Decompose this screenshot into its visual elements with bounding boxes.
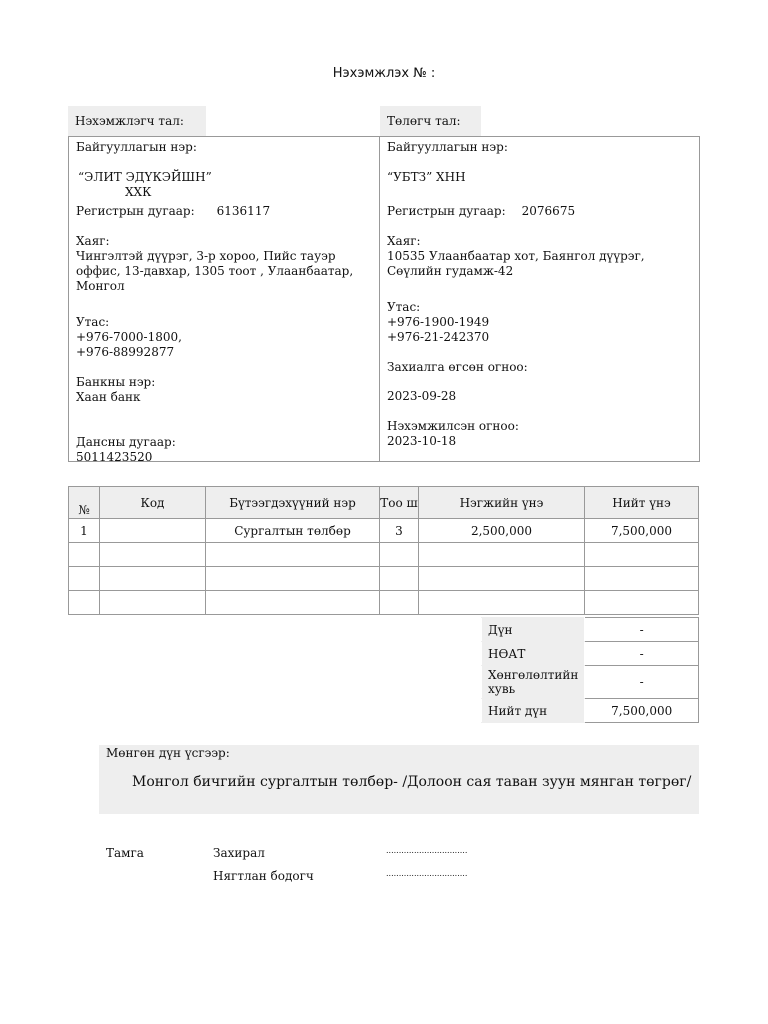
table-row (69, 543, 699, 567)
cell (69, 567, 100, 591)
buyer-reg-value: 2076675 (521, 204, 576, 218)
buyer-phone-1: +976-1900-1949 (387, 315, 490, 329)
seller-account-value: 5011423520 (76, 450, 153, 464)
cell (380, 591, 419, 615)
cell (380, 567, 419, 591)
buyer-address-value: 10535 Улаанбаатар хот, Баянгол дүүрэг, Сөүлийн гудамж-42 (387, 249, 645, 278)
amount-words-value: Монгол бичгийн сургалтын төлбөр- /Долоон сая таван зуун мянган төгрөг/ (132, 774, 692, 790)
seller-reg-label: Регистрын дугаар: (76, 204, 195, 218)
cell (419, 543, 585, 567)
buyer-address-label: Хаяг: (387, 234, 421, 248)
buyer-order-date-value: 2023-09-28 (387, 389, 457, 403)
summary-total-label: Нийт дүн (482, 699, 585, 723)
summary-row (482, 642, 699, 666)
items-table (68, 486, 699, 615)
seller-account-label: Дансны дугаар: (76, 435, 176, 449)
cell: 3 (380, 519, 419, 543)
buyer-invoice-date-label: Нэхэмжилсэн огноо: (387, 419, 519, 433)
seller-org-label: Байгууллагын нэр: (76, 140, 197, 154)
seller-details (69, 136, 379, 464)
cell (69, 591, 100, 615)
summary-row (482, 699, 699, 723)
table-row (69, 591, 699, 615)
cell: 1 (69, 519, 100, 543)
summary-subtotal-label: Дүн (482, 618, 585, 642)
cell (100, 519, 206, 543)
seller-org-type: ХХК (125, 185, 152, 199)
summary-vat-value: - (585, 642, 699, 666)
buyer-header: Төлөгч тал: (380, 106, 481, 136)
buyer-invoice-date-value: 2023-10-18 (387, 434, 457, 448)
col-number: № (69, 487, 100, 519)
col-product: Бүтээгдэхүүний нэр (206, 487, 380, 519)
seller-address-value: Чингэлтэй дүүрэг, 3-р хороо, Пийс тауэр оффис, 13-давхар, 1305 тоот , Улаанбаатар, Монгол (76, 249, 354, 293)
buyer-order-date-label: Захиалга өгсөн огноо: (387, 360, 528, 374)
summary-table (481, 617, 699, 723)
director-label: Захирал (213, 846, 265, 860)
buyer-details (380, 136, 698, 460)
buyer-phone-2: +976-21-242370 (387, 330, 490, 344)
cell: 7,500,000 (585, 519, 699, 543)
table-row (69, 519, 699, 543)
seller-phone-2: +976-88992877 (76, 345, 175, 359)
seller-org-name: “ЭЛИТ ЭДҮКЭЙШН” (78, 170, 212, 184)
cell (585, 591, 699, 615)
summary-discount-label: Хөнгөлөлтийн хувь (482, 666, 585, 699)
seller-address-label: Хаяг: (76, 234, 110, 248)
summary-row (482, 666, 699, 699)
cell (380, 543, 419, 567)
col-qty: Тоо ш (380, 487, 419, 519)
summary-discount-value: - (585, 666, 699, 699)
table-row (69, 567, 699, 591)
accountant-signature-line: ................................ (386, 869, 468, 878)
director-signature-line: ................................ (386, 846, 468, 855)
summary-row (482, 618, 699, 642)
seller-reg-value: 6136117 (216, 204, 271, 218)
cell (585, 567, 699, 591)
stamp-label: Тамга (106, 846, 144, 860)
summary-subtotal-value: - (585, 618, 699, 642)
amount-in-words-box (99, 745, 699, 814)
cell (206, 543, 380, 567)
amount-words-label: Мөнгөн дүн үсгээр: (106, 746, 230, 760)
summary-total-value: 7,500,000 (585, 699, 699, 723)
cell (100, 543, 206, 567)
cell (69, 543, 100, 567)
seller-phone-1: +976-7000-1800, (76, 330, 182, 344)
seller-header: Нэхэмжлэгч тал: (68, 106, 206, 136)
cell (100, 591, 206, 615)
cell (585, 543, 699, 567)
buyer-phone-label: Утас: (387, 300, 421, 314)
col-unit-price: Нэгжийн үнэ (419, 487, 585, 519)
cell: Сургалтын төлбөр (206, 519, 380, 543)
cell (419, 567, 585, 591)
seller-phone-label: Утас: (76, 315, 110, 329)
buyer-reg-label: Регистрын дугаар: (387, 204, 506, 218)
buyer-org-label: Байгууллагын нэр: (387, 140, 508, 154)
seller-bank-label: Банкны нэр: (76, 375, 156, 389)
buyer-org-name: “УБТЗ” ХНН (387, 170, 466, 184)
items-header-row (69, 487, 699, 519)
cell (206, 591, 380, 615)
seller-bank-value: Хаан банк (76, 390, 141, 404)
cell (419, 591, 585, 615)
col-code: Код (100, 487, 206, 519)
cell (100, 567, 206, 591)
accountant-label: Нягтлан бодогч (213, 869, 314, 883)
invoice-title: Нэхэмжлэх № : (332, 66, 436, 81)
cell: 2,500,000 (419, 519, 585, 543)
summary-vat-label: НӨАТ (482, 642, 585, 666)
col-total: Нийт үнэ (585, 487, 699, 519)
cell (206, 567, 380, 591)
